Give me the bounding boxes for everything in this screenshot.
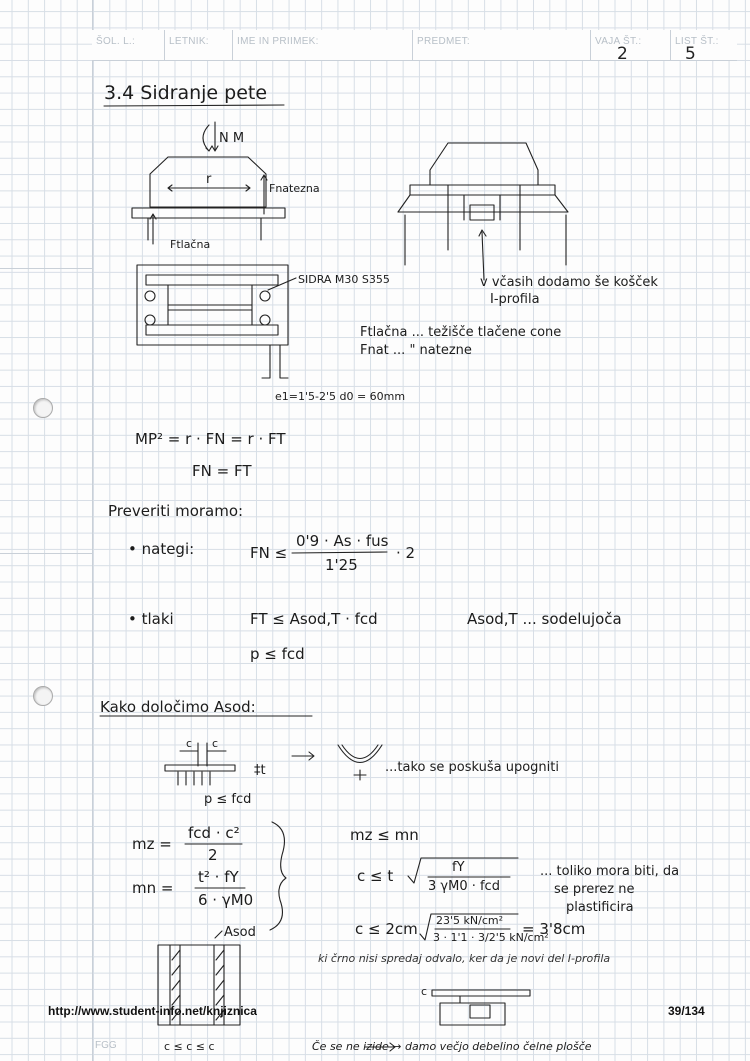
moment-equation: MP² = r · FN = r · FT — [135, 430, 286, 448]
moment-arrow — [203, 125, 212, 151]
mn-numerator: t² · fY — [198, 868, 239, 886]
mn-lhs: mn = — [132, 879, 174, 897]
header-vaja: VAJA ŠT.: 2 — [590, 30, 671, 60]
asod-label: Asod — [224, 925, 256, 940]
r-label: r — [206, 172, 212, 187]
footer-url: http://www.student-info.net/knjiznica — [48, 1004, 257, 1018]
asod-definition: Asod,T ... sodelujoča — [467, 610, 622, 628]
tlaki-equation: FT ≤ Asod,T · fcd — [250, 610, 378, 628]
direction-arrow — [292, 752, 314, 760]
c-label-right: c — [212, 737, 219, 750]
nategi-denominator: 1'25 — [325, 556, 358, 574]
stiffener-right — [398, 195, 568, 212]
f-natezna-label: Fnatezna — [269, 182, 320, 195]
p-fcd-small: p ≤ fcd — [204, 792, 252, 807]
bottom-formula: c ≤ c ≤ c — [164, 1040, 215, 1053]
bottom-sketch — [432, 990, 530, 1025]
ftlacna-arrow — [150, 214, 156, 244]
header-predmet: PREDMET: — [412, 30, 591, 60]
c-calc-denominator: 3 · 1'1 · 3/2'5 kN/cm² — [433, 931, 549, 944]
force-equality: FN = FT — [192, 462, 252, 480]
fnat-definition: Fnat ... " natezne — [360, 343, 472, 358]
mz-le-mn: mz ≤ mn — [350, 826, 419, 844]
p-fcd: p ≤ fcd — [250, 645, 305, 663]
header-ime: IME IN PRIIMEK: — [232, 30, 413, 60]
flange-top — [146, 275, 278, 285]
header-list: LIST ŠT.: 5 — [670, 30, 738, 60]
curly-brace — [270, 822, 286, 930]
c-calc: c ≤ 2cm — [355, 920, 418, 938]
tolik-line-2: se prerez ne — [554, 882, 635, 897]
anchor-left — [148, 218, 261, 240]
footer-fgg: FGG — [95, 1040, 117, 1051]
e1-formula: e1=1'5-2'5 d0 = 60mm — [275, 390, 406, 403]
list-number: 5 — [685, 44, 697, 64]
tlaki-label: • tlaki — [128, 610, 174, 628]
nategi-numerator: 0'9 · As · fus — [296, 532, 389, 550]
heading-underline — [104, 105, 284, 106]
e1-leader — [262, 345, 288, 378]
tako-text: ...tako se poskuša upogniti — [385, 760, 559, 775]
c-small-label: c — [421, 985, 428, 998]
t-label: ‡t — [254, 763, 266, 778]
bolt-hole-3 — [145, 315, 155, 325]
header-letnik: LETNIK: — [164, 30, 233, 60]
nategi-label: • nategi: — [128, 540, 195, 558]
n-arrow — [212, 122, 218, 151]
vcasih-line-2: I-profila — [490, 292, 540, 307]
mn-denominator: 6 · γM0 — [198, 891, 254, 909]
nategi-fraction-bar — [292, 552, 387, 553]
c-calc-numerator: 23'5 kN/cm² — [436, 914, 503, 927]
bottom-note: ki črno nisi spredaj odvalo, ker da je novi del I-profila — [318, 952, 611, 965]
f-tlacna-label: Ftlačna — [170, 238, 211, 251]
bolt-hole-1 — [145, 291, 155, 301]
n-m-label: N M — [219, 131, 245, 146]
vcasih-line-1: v včasih dodamo še košček — [480, 275, 658, 290]
kosek-arrow — [479, 230, 486, 280]
c-le-t: c ≤ t — [357, 867, 394, 885]
mz-numerator: fcd · c² — [188, 824, 240, 842]
bolt-hole-4 — [260, 315, 270, 325]
plate-strip — [165, 765, 235, 771]
nategi-fn: FN ≤ — [250, 544, 288, 562]
sidra-label: SIDRA M30 S355 — [298, 273, 390, 286]
p-arrows — [178, 772, 210, 785]
nategi-multiplier: · 2 — [396, 544, 416, 562]
section-heading: 3.4 Sidranje pete — [104, 82, 268, 104]
footer-page-number: 39/134 — [668, 1004, 705, 1018]
right-lines — [405, 215, 566, 265]
mz-denominator: 2 — [208, 846, 218, 864]
tolik-line-3: plastificira — [566, 900, 634, 915]
c-label-left: c — [186, 737, 193, 750]
preveriti-heading: Preveriti moramo: — [108, 502, 244, 520]
bolt-hole-2 — [260, 291, 270, 301]
sidra-leader — [268, 278, 296, 290]
column-base-right — [430, 143, 538, 185]
shear-key — [464, 195, 500, 220]
kako-heading: Kako določimo Asod: — [100, 698, 256, 716]
mz-lhs: mz = — [132, 835, 172, 853]
web — [168, 285, 252, 325]
asod-leader — [215, 931, 222, 938]
c-result: = 3'8cm — [522, 920, 586, 938]
vaja-number: 2 — [617, 44, 629, 64]
base-plate-right — [410, 185, 555, 195]
flange-bottom — [146, 325, 278, 335]
header-sol: ŠOL. L.: — [96, 36, 136, 47]
tolik-line-1: ... toliko mora biti, da — [540, 864, 680, 879]
sqrt-denominator: 3 γM0 · fcd — [428, 879, 500, 894]
ftlacna-definition: Ftlačna ... težišče tlačene cone — [360, 325, 562, 340]
sqrt-numerator: fY — [452, 860, 465, 875]
bottom-conclusion: Če se ne izide → damo večjo debelino čelne plošče — [312, 1040, 592, 1053]
bent-plate — [338, 745, 382, 780]
